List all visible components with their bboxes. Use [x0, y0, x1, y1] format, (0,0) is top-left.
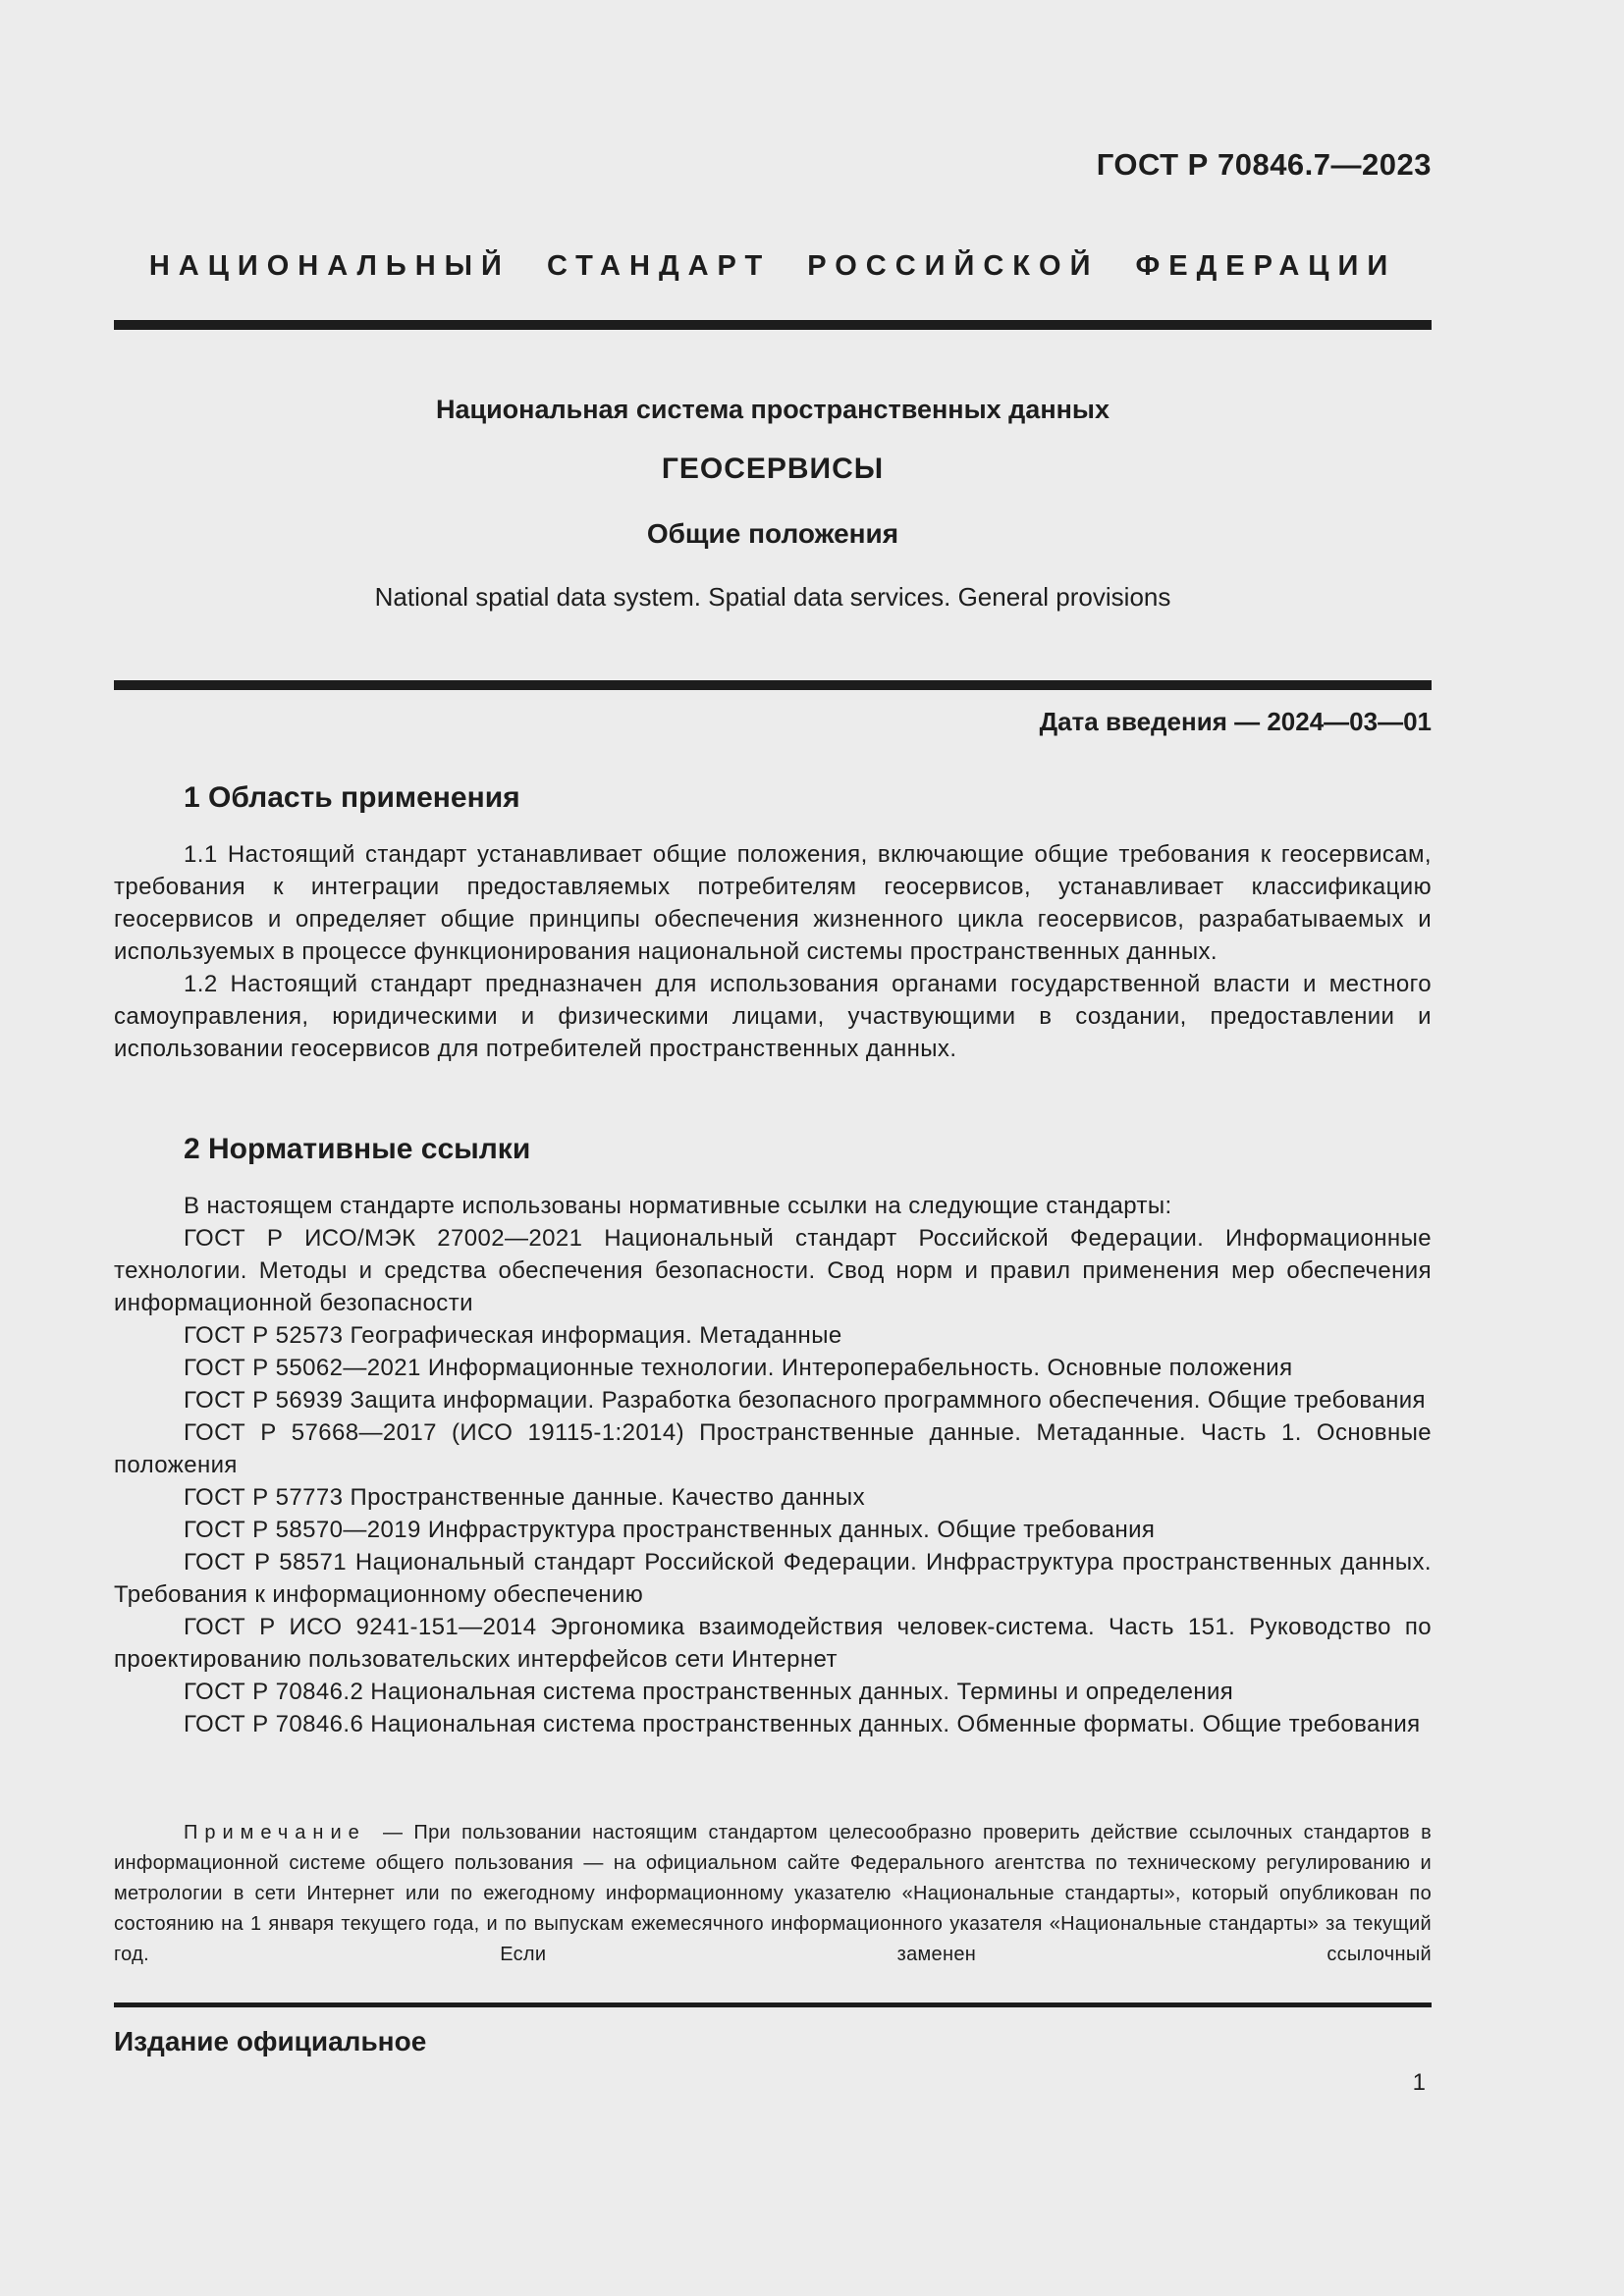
references-list — [114, 1222, 1432, 1740]
title-english: National spatial data system. Spatial data services. General provisions — [374, 582, 1171, 612]
page-content — [114, 0, 1432, 2296]
title-divider-bar — [114, 680, 1432, 690]
reference-item: ГОСТ Р 58570—2019 Инфраструктура пространственных данных. Общие требования — [184, 1517, 1156, 1543]
note-label: Примечание — [184, 1822, 366, 1843]
section-2-heading: 2 Нормативные ссылки — [184, 1133, 531, 1165]
reference-item: ГОСТ Р 70846.6 Национальная система пространственных данных. Обменные форматы. Общие требования — [184, 1711, 1421, 1737]
references-intro: В настоящем стандарте использованы нормативные ссылки на следующие стандарты: — [184, 1193, 1172, 1219]
reference-item: ГОСТ Р 55062—2021 Информационные технологии. Интероперабельность. Основные положения — [184, 1355, 1293, 1381]
reference-item: ГОСТ Р 56939 Защита информации. Разработка безопасного программного обеспечения. Общие требования — [184, 1387, 1426, 1414]
reference-item: ГОСТ Р 52573 Географическая информация. Метаданные — [184, 1322, 842, 1349]
references-note — [114, 1818, 1432, 1970]
edition-label: Издание официальное — [114, 2026, 427, 2056]
section-1-heading: 1 Область применения — [184, 781, 520, 814]
standard-type-heading: НАЦИОНАЛЬНЫЙ СТАНДАРТ РОССИЙСКОЙ ФЕДЕРАЦИИ — [148, 250, 1397, 282]
reference-item: ГОСТ Р 57668—2017 (ИСО 19115-1:2014) Пространственные данные. Метаданные. Часть 1. Основные положения — [114, 1419, 1432, 1478]
reference-item: ГОСТ Р ИСО 9241-151—2014 Эргономика взаимодействия человек-система. Часть 151. Руководство по проектированию пользовательских интерфейсов сети Интернет — [114, 1614, 1432, 1673]
section-1-body — [114, 838, 1432, 1065]
header-divider-bar — [114, 320, 1432, 330]
page-number: 1 — [1412, 2069, 1426, 2096]
paragraph-1-1: 1.1 Настоящий стандарт устанавливает общие положения, включающие общие требования к геосервисам, требования к интеграции предоставляемых потребителям геосервисов, устанавливает классификацию геосервисов и определяет общие принципы обеспечения жизненного цикла геосервисов, разрабатываемых и используемых в процессе функционирования национальной системы пространственных данных. — [114, 841, 1432, 965]
reference-item: ГОСТ Р ИСО/МЭК 27002—2021 Национальный стандарт Российской Федерации. Информационные технологии. Методы и средства обеспечения безопасности. Свод норм и правил применения мер обеспечения информационной безопасности — [114, 1225, 1432, 1316]
doc-number: ГОСТ Р 70846.7—2023 — [1096, 147, 1432, 182]
reference-item: ГОСТ Р 70846.2 Национальная система пространственных данных. Термины и определения — [184, 1679, 1234, 1705]
reference-item: ГОСТ Р 57773 Пространственные данные. Качество данных — [184, 1484, 865, 1511]
section-2-body — [114, 1190, 1432, 1740]
title-subtitle: Общие положения — [646, 518, 899, 549]
title-subject: ГЕОСЕРВИСЫ — [661, 453, 885, 485]
title-system-name: Национальная система пространственных данных — [435, 395, 1110, 424]
introduction-date: Дата введения — 2024—03—01 — [1039, 707, 1432, 736]
footer-rule — [114, 2002, 1432, 2007]
note-text: — При пользовании настоящим стандартом целесообразно проверить действие ссылочных стандартов в информационной системе общего пользования — на официальном сайте Федерального агентства по техническому регулированию и метрологии в сети Интернет или по ежегодному информационному указателю «Национальные стандарты», который опубликован по состоянию на 1 января текущего года, и по выпускам ежемесячного информационного указателя «Национальные стандарты» за текущий год. Если заменен ссылочный — [114, 1822, 1433, 1965]
paragraph-1-2: 1.2 Настоящий стандарт предназначен для использования органами государственной власти и местного самоуправления, юридическими и физическими лицами, участвующими в создании, предоставлении и использовании геосервисов для потребителей пространственных данных. — [114, 971, 1432, 1062]
reference-item: ГОСТ Р 58571 Национальный стандарт Российской Федерации. Инфраструктура пространственных данных. Требования к информационному обеспечению — [114, 1549, 1432, 1608]
